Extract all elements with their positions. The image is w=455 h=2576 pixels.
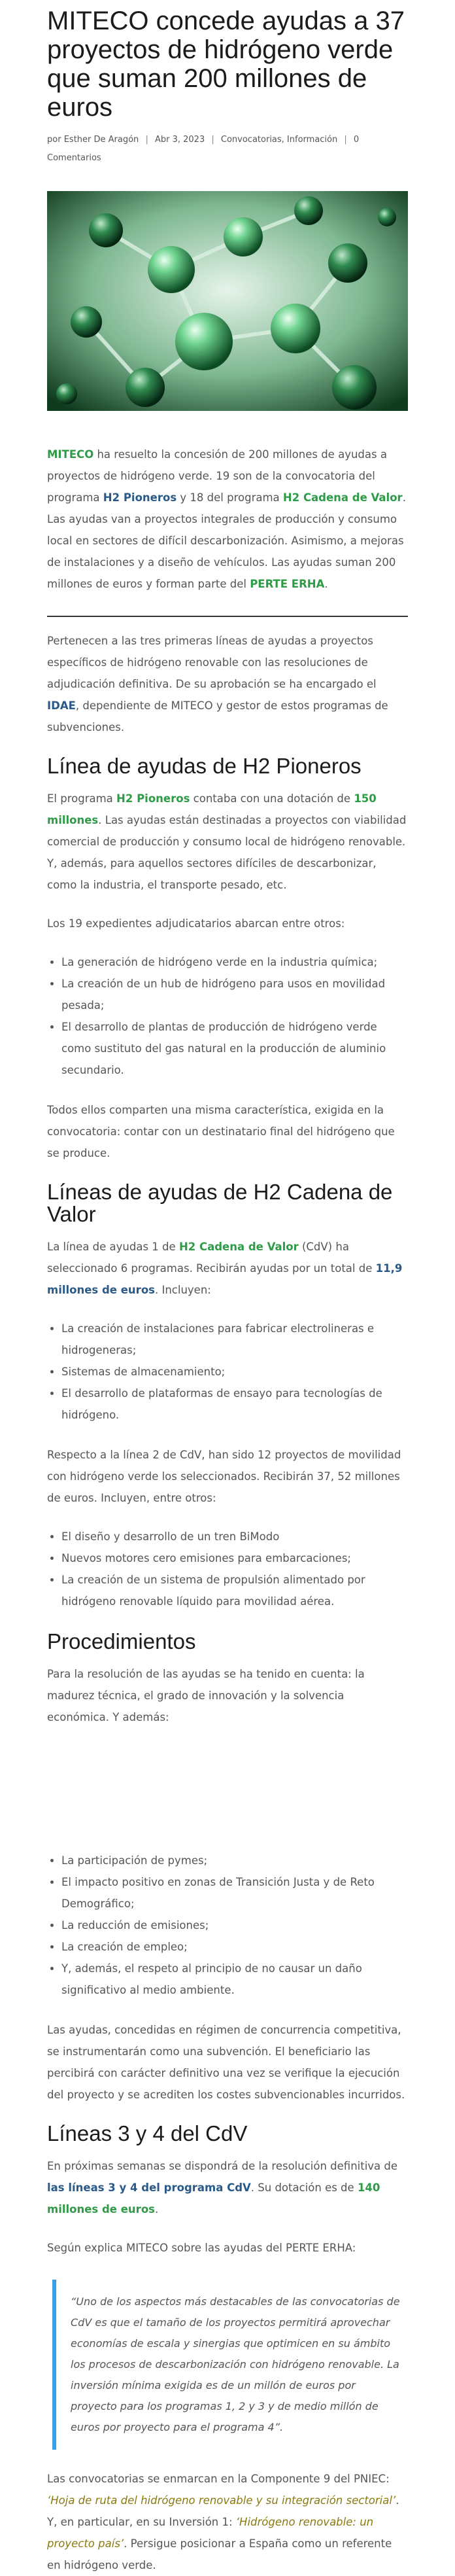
lineas34-link[interactable]: las líneas 3 y 4 del programa CdV [47,2181,251,2194]
lineas34-paragraph: En próximas semanas se dispondrá de la resolución definitiva de las líneas 3 y 4 del programa CdV. Su dotación es de 140 millones de euros. [47,2160,398,2215]
h2-cadena-valor-link[interactable]: H2 Cadena de Valor [178,1241,299,1253]
highlight-amount: 150 millones [47,792,377,826]
comments-link[interactable]: 0 Comentarios [47,135,360,163]
procedimientos-paragraph-2: Las ayudas, concedidas en régimen de concurrencia competitiva, se instrumentarán como una subvención. El beneficiario las percibirá con carácter definitivo una vez se verifique la ejecución del proyecto y se acrediten los costes subvencionables incurridos. [47,2024,405,2101]
miteco-link[interactable]: MITECO [47,448,94,461]
quote-block: “Uno de los aspectos más destacables de las convocatorias de CdV es que el tamaño de los proyectos permitirá aprovechar economías de escala y sinergias que optimicen en su ámbito los procesos de descarbonización con hidrógeno renovable. La inversión mínima exigida es de un millón de euros por proyecto para los programas 1, 2 y 3 y de medio millón de euros por proyecto para el programa 4”. [52,2280,408,2450]
pioneros-paragraph-3: Todos ellos comparten una misma característica, exigida en la convocatoria: contar con un destinatario final del hidrógeno que se produce. [47,1104,395,1159]
list-item: • Sistemas de almacenamiento; [61,1361,408,1383]
highlight-amount: 11,9 millones de euros [47,1262,403,1296]
post-date: Abr 3, 2023 [154,135,205,145]
h2-pioneros-link[interactable]: H2 Pioneros [116,792,190,805]
post-meta [47,131,408,168]
pioneros-list [47,951,408,1081]
list-item: • La creación de instalaciones para fabricar electrolineras e hidrogeneras; [61,1318,408,1361]
intro-paragraph: MITECO ha resuelto la concesión de 200 millones de ayudas a proyectos de hidrógeno verde. 19 son de la convocatoria del programa H2 Pioneros y 18 del programa H2 Cadena de Valor. Las ayudas van a proyectos integrales de producción y consumo local en sectores de difícil descarbonización. Asimismo, a mejoras de instalaciones y a diseño de vehículos. Las ayudas suman 200 millones de euros y forman parte del PERTE ERHA. [47,448,406,590]
list-item: • Nuevos motores cero emisiones para embarcaciones; [61,1547,408,1569]
section-heading-procedimientos: Procedimientos [47,1629,196,1653]
list-item: • La creación de empleo; [61,1936,408,1958]
list-item: • La creación de un hub de hidrógeno para usos en movilidad pesada; [61,973,408,1016]
cadena-list-1 [47,1318,408,1426]
meta-by: por [47,135,61,145]
list-item: • El impacto positivo en zonas de Transición Justa y de Reto Demográfico; [61,1871,408,1914]
categories-link[interactable]: Convocatorias, Información [220,135,338,145]
list-item: • La participación de pymes; [61,1850,408,1871]
procedimientos-list [47,1850,408,2001]
cadena-paragraph: La línea de ayudas 1 de H2 Cadena de Valor (CdV) ha seleccionado 6 programas. Recibirán ayudas por un total de 11,9 millones de euros. Incluyen: [47,1241,403,1296]
hero-image [47,191,408,411]
procedimientos-paragraph: Para la resolución de las ayudas se ha tenido en cuenta: la madurez técnica, el grado de innovación y la solvencia económica. Y además: [47,1668,365,1723]
divider [47,616,408,617]
h2-cadena-valor-link[interactable]: H2 Cadena de Valor [282,491,403,504]
pioneros-paragraph: El programa H2 Pioneros contaba con una dotación de 150 millones. Las ayudas están destinadas a proyectos con viabilidad comercial de producción y consumo local de hidrógeno renovable. Y, además, para aquellos sectores difíciles de descarbonizar, como la industria, el transporte pesado, etc. [47,792,407,891]
quote-highlight: ‘Hidrógeno renovable: un proyecto país’ [47,2516,374,2550]
section-heading-lineas34: Líneas 3 y 4 del CdV [47,2121,248,2145]
meta-separator: | [344,135,347,145]
quote-highlight: ‘Hoja de ruta del hidrógeno renovable y su integración sectorial’ [47,2494,396,2507]
meta-separator: | [211,135,214,145]
blank-space [47,1745,408,1850]
intro-paragraph-2: Pertenecen a las tres primeras líneas de ayudas a proyectos específicos de hidrógeno renovable con las resoluciones de adjudicación definitiva. De su aprobación se ha encargado el IDAE, dependiente de MITECO y gestor de estos programas de subvenciones. [47,635,388,733]
pioneros-paragraph-2: Los 19 expedientes adjudicatarios abarcan entre otros: [47,917,345,930]
list-item: • El diseño y desarrollo de un tren BiModo [61,1526,408,1547]
cadena-list-2 [47,1526,408,1612]
list-item: • La generación de hidrógeno verde en la industria química; [61,951,408,973]
list-item: • El desarrollo de plataformas de ensayo para tecnologías de hidrógeno. [61,1383,408,1426]
section-heading-pioneros: Línea de ayudas de H2 Pioneros [47,754,362,778]
highlight-amount: 140 millones de euros [47,2181,380,2215]
page-title: MITECO concede ayudas a 37 proyectos de hidrógeno verde que suman 200 millones de euros [47,7,405,122]
list-item: • El desarrollo de plantas de producción de hidrógeno verde como sustituto del gas natural en la producción de aluminio secundario. [61,1016,408,1081]
section-heading-cadena: Líneas de ayudas de H2 Cadena de Valor [47,1180,393,1226]
list-item: • La reducción de emisiones; [61,1914,408,1936]
h2-pioneros-link[interactable]: H2 Pioneros [103,491,177,504]
cadena-paragraph-2: Respecto a la línea 2 de CdV, han sido 12 proyectos de movilidad con hidrógeno verde los seleccionados. Recibirán 37, 52 millones de euros. Incluyen, entre otros: [47,1449,401,1504]
list-item: • Y, además, el respeto al principio de no causar un daño significativo al medio ambiente. [61,1958,408,2001]
list-item: • La creación de un sistema de propulsión alimentado por hidrógeno renovable líquido para movilidad aérea. [61,1569,408,1612]
idae-link[interactable]: IDAE [47,699,76,712]
meta-separator: | [145,135,148,145]
perte-erha-link[interactable]: PERTE ERHA [250,578,325,590]
molecule-illustration [47,191,408,411]
lineas34-paragraph-2: Según explica MITECO sobre las ayudas del PERTE ERHA: [47,2242,356,2254]
lineas34-paragraph-3: Las convocatorias se enmarcan en la Componente 9 del PNIEC: ‘Hoja de ruta del hidrógeno renovable y su integración sectorial’. Y, en particular, en su Inversión 1: ‘Hidrógeno renovable: un proyecto país’. Persigue posicionar a España como un referente en hidrógeno verde. [47,2473,399,2571]
author-link[interactable]: Esther De Aragón [63,135,139,145]
